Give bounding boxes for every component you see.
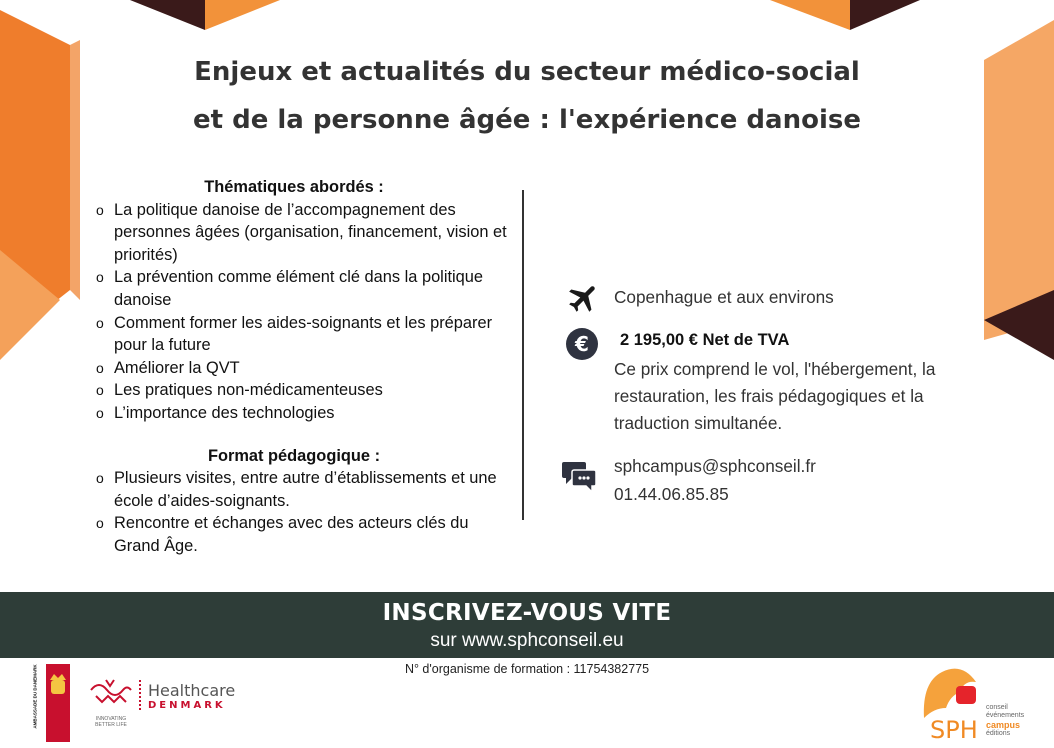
sph-tagline bbox=[986, 704, 1024, 738]
embassy-label: AMBASSADE DU DANEMARK bbox=[32, 664, 38, 729]
sph-tag-editions: éditions bbox=[986, 730, 1011, 737]
healthcare-line-2: DENMARK bbox=[148, 700, 226, 711]
page-title bbox=[150, 48, 904, 144]
list-item: o La prévention comme élément clé dans la politique danoise bbox=[94, 266, 514, 311]
healthcare-denmark-emblem-icon bbox=[86, 676, 136, 714]
title-line-1: Enjeux et actualités du secteur médico-social bbox=[194, 57, 860, 87]
sph-tag-campus: campus bbox=[986, 720, 1021, 730]
format-list bbox=[94, 467, 514, 557]
themes-heading: Thématiques abordés : bbox=[204, 178, 384, 196]
healthcare-line-1: Healthcare bbox=[148, 681, 236, 700]
chat-icon bbox=[562, 458, 598, 494]
list-item: o L’importance des technologies bbox=[94, 402, 514, 425]
embassy-logo bbox=[26, 664, 70, 742]
crown-emblem-icon bbox=[47, 672, 69, 698]
healthcare-divider bbox=[139, 680, 141, 710]
euro-icon bbox=[566, 328, 598, 360]
sph-leaf-icon bbox=[912, 662, 992, 722]
healthcare-tagline: INNOVATING BETTER LIFE bbox=[95, 716, 127, 728]
program-column bbox=[94, 176, 514, 558]
list-item: o Rencontre et échanges avec des acteurs clés du Grand Âge. bbox=[94, 512, 514, 557]
list-item: o Améliorer la QVT bbox=[94, 357, 514, 380]
svg-text:€: € bbox=[575, 332, 589, 356]
themes-list bbox=[94, 199, 514, 425]
sph-tag-conseil: conseil bbox=[986, 704, 1008, 711]
contact-phone[interactable]: 01.44.06.85.85 bbox=[614, 484, 729, 504]
organisation-number: N° d'organisme de formation : 11754382775 bbox=[404, 662, 650, 676]
sph-logo: SPH bbox=[930, 716, 978, 744]
healthcare-denmark-logo bbox=[148, 681, 235, 711]
decor-top-center bbox=[130, 0, 280, 32]
title-line-2: et de la personne âgée : l'expérience danoise bbox=[192, 105, 861, 135]
decor-right bbox=[984, 20, 1054, 360]
column-divider bbox=[522, 190, 524, 520]
format-heading: Format pédagogique : bbox=[207, 446, 381, 465]
list-item: o Plusieurs visites, entre autre d’établissements et une école d’aides-soignants. bbox=[94, 467, 514, 512]
list-item: o Les pratiques non-médicamenteuses bbox=[94, 379, 514, 402]
airplane-icon bbox=[566, 280, 602, 316]
price: 2 195,00 € Net de TVA bbox=[620, 331, 790, 349]
location-text: Copenhague et aux environs bbox=[614, 287, 834, 307]
contact-email[interactable]: sphcampus@sphconseil.fr bbox=[614, 456, 816, 476]
cta-title: INSCRIVEZ-VOUS VITE bbox=[382, 600, 672, 626]
list-item: o Comment former les aides-soignants et les préparer pour la future bbox=[94, 312, 514, 357]
decor-top-left bbox=[0, 0, 80, 380]
price-description: Ce prix comprend le vol, l'hébergement, la restauration, les frais pédagogiques et la traduction simultanée. bbox=[614, 359, 936, 433]
sph-tag-evenements: événements bbox=[986, 712, 1025, 719]
cta-website[interactable]: sur www.sphconseil.eu bbox=[430, 630, 624, 651]
list-item: o La politique danoise de l’accompagnement des personnes âgées (organisation, financement, vision et priorités) bbox=[94, 199, 514, 267]
decor-top-right-center bbox=[770, 0, 920, 32]
registration-banner bbox=[0, 592, 1054, 658]
